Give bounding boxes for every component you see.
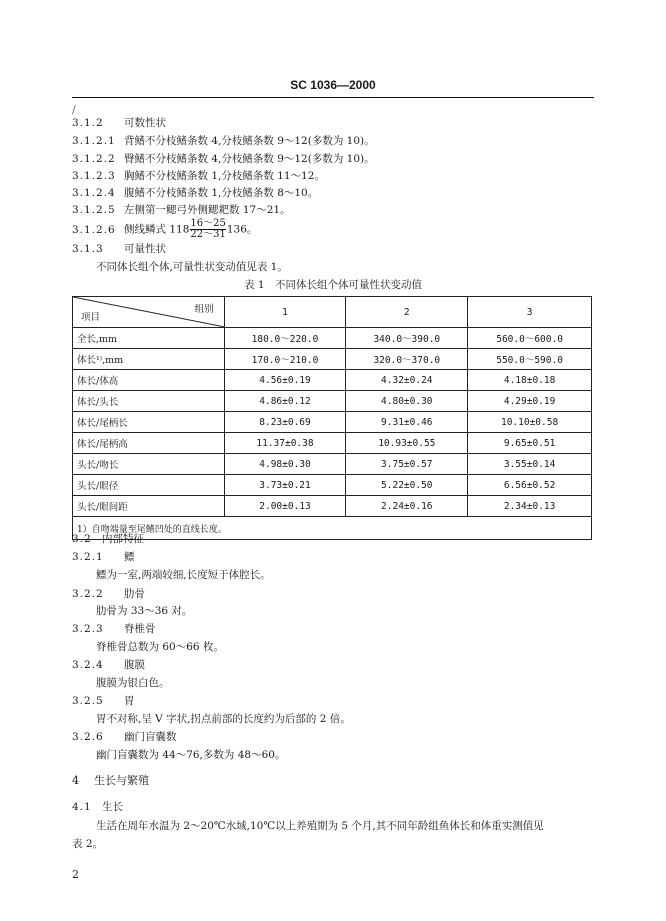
table-row: [73, 349, 592, 370]
page-number: 2: [72, 868, 79, 881]
table-cell: 10.93±0.55: [346, 433, 468, 454]
item-3-1-2-1: [72, 134, 375, 148]
standard-number-header: SC 1036—2000: [290, 78, 376, 92]
table-cell: 320.0～370.0: [346, 349, 468, 370]
section-number: 3.2.1: [72, 551, 104, 563]
row-label: 体长/头长: [73, 391, 225, 412]
fraction-denominator: 22～31: [190, 229, 226, 240]
heading-3-2-4: [72, 658, 145, 672]
table-cell: 4.32±0.24: [346, 370, 468, 391]
heading-4: [72, 774, 149, 788]
corner-label-group: 组别: [194, 304, 214, 315]
table-cell: 5.22±0.50: [346, 475, 468, 496]
row-label: 头长/吻长: [73, 454, 225, 475]
group-header: 2: [346, 297, 468, 328]
section-title: 可量性状: [124, 243, 166, 255]
para-4-1-line1: 生活在周年水温为 2～20℃水域,10℃以上养殖期为 5 个月,其不同年龄组鱼体长和体重实测值见: [96, 820, 544, 832]
lateral-line-suffix: 136。: [226, 223, 258, 236]
item-number: 3.1.2.6: [72, 223, 116, 236]
table-cell: 340.0～390.0: [346, 328, 468, 349]
table-footnote: 1）自吻端量至尾鳍凹处的直线长度。: [73, 517, 592, 540]
item-text: 胸鳍不分枝鳍条数 1,分枝鳍条数 11～12。: [124, 170, 325, 182]
header-rule: [72, 97, 594, 98]
table-row: [73, 433, 592, 454]
table-caption: 表 1 不同体长组个体可量性状变动值: [243, 279, 423, 291]
table-cell: 2.24±0.16: [346, 496, 468, 517]
table-cell: 8.23±0.69: [224, 412, 346, 433]
section-title: 鳔: [124, 551, 135, 563]
table-cell: 3.75±0.57: [346, 454, 468, 475]
section-title: 胃: [124, 695, 135, 707]
table-cell: 2.34±0.13: [468, 496, 592, 517]
item-number: 3.1.2.3: [72, 170, 116, 182]
table-cell: 560.0～600.0: [468, 328, 592, 349]
group-header: 3: [468, 297, 592, 328]
table-cell: 4.56±0.19: [224, 370, 346, 391]
heading-4-1: [72, 800, 123, 814]
table-cell: 11.37±0.38: [224, 433, 346, 454]
para-3-2-4: 腹膜为银白色。: [96, 677, 170, 689]
table-cell: 4.18±0.18: [468, 370, 592, 391]
table-cell: 4.98±0.30: [224, 454, 346, 475]
table-cell: 4.80±0.30: [346, 391, 468, 412]
row-label: 体长/体高: [73, 370, 225, 391]
group-header: 1: [224, 297, 346, 328]
heading-3-1-2: [72, 116, 166, 130]
table-cell: 10.10±0.58: [468, 412, 592, 433]
heading-3-2-1: [72, 550, 135, 564]
section-title: 生长: [102, 801, 123, 813]
heading-3-1-3: [72, 242, 166, 256]
table-cell: 2.00±0.13: [224, 496, 346, 517]
table-cell: 3.55±0.14: [468, 454, 592, 475]
corner-label-item: 项目: [81, 312, 101, 323]
section-title: 可数性状: [124, 117, 166, 129]
section-title: 内部特征: [102, 533, 144, 545]
table-cell: 550.0～590.0: [468, 349, 592, 370]
table-note-row: [73, 517, 592, 540]
table-cell: 4.86±0.12: [224, 391, 346, 412]
table-cell: 180.0～220.0: [224, 328, 346, 349]
para-4-1-line2: 表 2。: [72, 838, 104, 850]
item-text: 腹鳍不分枝鳍条数 1,分枝鳍条数 8～10。: [124, 187, 319, 199]
section-title: 脊椎骨: [124, 623, 156, 635]
row-label: 头长/眼间距: [73, 496, 225, 517]
section-number: 3.2.5: [72, 695, 104, 707]
row-label: 体长/尾柄高: [73, 433, 225, 454]
row-label: 体长/尾柄长: [73, 412, 225, 433]
row-label: 体长¹⁾,mm: [73, 349, 225, 370]
lateral-line-fraction: [190, 219, 225, 240]
para-3-2-6: 幽门盲囊数为 44～76,多数为 48～60。: [96, 749, 286, 761]
table-row: [73, 475, 592, 496]
item-number: 3.1.2.4: [72, 187, 116, 199]
row-label: 头长/眼径: [73, 475, 225, 496]
item-3-1-2-2: [72, 152, 375, 166]
lateral-line-prefix: 侧线鳞式 118: [124, 223, 190, 236]
item-number: 3.1.2.1: [72, 135, 116, 147]
para-3-2-3: 脊椎骨总数为 60～66 枚。: [96, 641, 224, 653]
table-cell: 9.65±0.51: [468, 433, 592, 454]
table-row: [73, 328, 592, 349]
para-3-2-2: 肋骨为 33～36 对。: [96, 605, 193, 617]
section-number: 4.1: [72, 801, 92, 813]
para-3-1-3: 不同体长组个体,可量性状变动值见表 1。: [96, 261, 288, 273]
heading-3-2-5: [72, 694, 135, 708]
item-text: 臀鳍不分枝鳍条数 4,分枝鳍条数 9～12(多数为 10)。: [124, 153, 375, 165]
para-3-2-5: 胃不对称,呈 V 字状,拐点前部的长度约为后部的 2 倍。: [96, 713, 351, 725]
item-number: 3.1.2.2: [72, 153, 116, 165]
section-number: 3.2.4: [72, 659, 104, 671]
table-cell: 9.31±0.46: [346, 412, 468, 433]
heading-3-2-2: [72, 587, 145, 601]
item-3-1-2-4: [72, 186, 318, 200]
table-row: [73, 454, 592, 475]
table-header-row: [73, 297, 592, 328]
item-text: 背鳍不分枝鳍条数 4,分枝鳍条数 9～12(多数为 10)。: [124, 135, 375, 147]
section-number: 4: [72, 774, 80, 787]
para-3-2-1: 鳔为一室,两端较细,长度短于体腔长。: [96, 569, 271, 581]
table-row: [73, 370, 592, 391]
section-title: 腹膜: [124, 659, 145, 671]
row-label: 全长,mm: [73, 328, 225, 349]
table-row: [73, 496, 592, 517]
table-cell: 170.0～210.0: [224, 349, 346, 370]
item-3-1-2-6: [72, 219, 257, 240]
item-3-1-2-3: [72, 169, 325, 183]
section-number: 3.2.6: [72, 731, 104, 743]
section-number: 3.2.2: [72, 588, 104, 600]
table-cell: 3.73±0.21: [224, 475, 346, 496]
table-corner-cell: [73, 297, 225, 328]
heading-3-2-6: [72, 730, 177, 744]
table-row: [73, 412, 592, 433]
section-number: 3.2: [72, 533, 92, 545]
section-number: 3.2.3: [72, 623, 104, 635]
item-3-1-2-5: [72, 203, 291, 217]
scan-mark: /: [72, 103, 76, 116]
fraction-numerator: 16～25: [190, 218, 226, 229]
table-cell: 6.56±0.52: [468, 475, 592, 496]
heading-3-2: [72, 532, 144, 546]
item-text: 左侧第一鳃弓外侧鳃耙数 17～21。: [124, 204, 291, 216]
table-cell: 4.29±0.19: [468, 391, 592, 412]
section-title: 肋骨: [124, 588, 145, 600]
table-row: [73, 391, 592, 412]
section-number: 3.1.2: [72, 117, 104, 129]
heading-3-2-3: [72, 622, 156, 636]
section-title: 生长与繁殖: [94, 774, 149, 787]
section-number: 3.1.3: [72, 243, 104, 255]
item-number: 3.1.2.5: [72, 204, 116, 216]
table-1: [72, 296, 592, 540]
section-title: 幽门盲囊数: [124, 731, 177, 743]
